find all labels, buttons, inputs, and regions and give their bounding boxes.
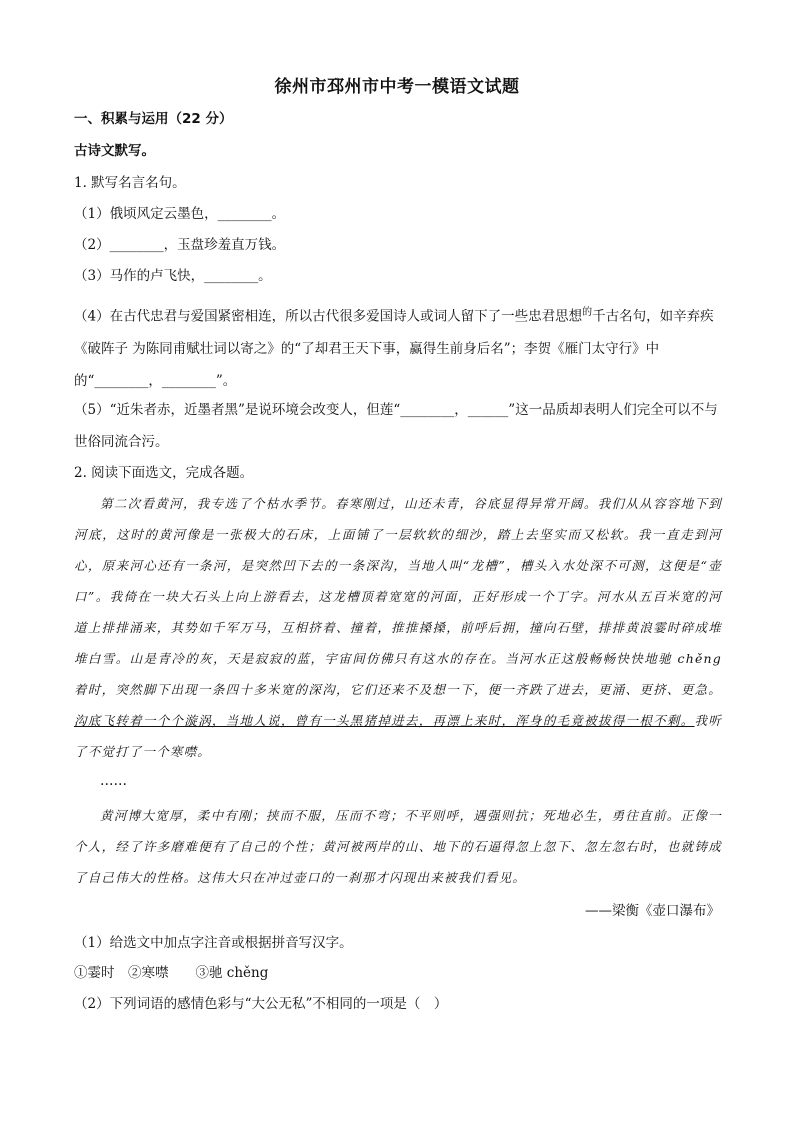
question-1-item-4	[74, 297, 722, 397]
item-4-text-b: 千古名句，如辛弃疾《破阵子 为陈同甫赋壮词以寄之》的“了却君王天下事，赢得生前身后名”；李贺《雁门太守行》中的“________，________”。	[74, 308, 714, 389]
item-4-text-a: （4）在古代忠君与爱国紧密相连，所以古代很多爱国诗人或词人留下了一些忠君思想	[74, 308, 583, 325]
page-title: 徐州市邳州市中考一模语文试题	[274, 77, 520, 97]
section-heading: 一、积累与运用（22 分）	[74, 111, 233, 127]
question-1-item-3: （3）马作的卢飞快，________。	[74, 268, 272, 284]
question-1-item-2: （2）________，玉盘珍羞直万钱。	[74, 237, 286, 253]
passage-paragraph-1	[74, 488, 722, 767]
subsection-heading: 古诗文默写。	[74, 143, 155, 159]
sub-question-2: （2）下列词语的感情色彩与“大公无私”不相同的一项是（ ）	[74, 996, 448, 1012]
question-1-item-1: （1）俄顷风定云墨色，________。	[74, 206, 286, 222]
question-1-item-5: （5）“近朱者赤，近墨者黑”是说环境会改变人，但莲“________，______”这一品质却表明人们完全可以不与世俗同流合污。	[74, 402, 718, 450]
item-4-superscript: 的	[582, 307, 593, 318]
passage-text: 第二次看黄河，我专选了个枯水季节。春寒刚过，山还未青，谷底显得异常开阔。我们从从容容地下到河底，这时的黄河像是一张极大的石床，上面铺了一层软软的细沙，踏上去坚实而又松软。我一直走到河心，原来河心还有一条河，是突然凹下去的一条深沟，当地人叫“龙槽”，槽头入水处深不可测，这便是“壶口”。我倚在一块大石头上向上游看去，这龙槽顶着宽宽的河面，正好形成一个丁字。河水从五百米宽的河道上排排涌来，其势如千军万马，互相挤着、撞着，推推搡搡，前呼后拥，撞向石壁，排排黄浪霎时碎成堆堆白雪。山是青冷的灰，天是寂寂的蓝，宇宙间仿佛只有这水的存在。当河水正这般畅畅快快地驰 chěng着时，突然脚下出现一条四十多米宽的深沟，它们还来不及想一下，便一齐跌了进去，更涌、更挤、更急。	[74, 496, 722, 697]
underlined-sentence: 沟底飞转着一个个漩涡，当地人说，曾有一头黑猪掉进去，再漂上来时，浑身的毛竟被拔得一根不剩。	[74, 713, 695, 728]
question-1-stem: 1. 默写名言名句。	[74, 175, 186, 191]
passage-text-end: 我听了不觉打了一个寒噤。	[74, 713, 722, 759]
sub-question-1: （1）给选文中加点字注音或根据拼音写汉字。	[74, 935, 353, 951]
sub-question-1-items: ①霎时 ②寒噤 ③驰 chěng	[74, 965, 269, 981]
question-2-stem: 2. 阅读下面选文，完成各题。	[74, 465, 254, 481]
passage-paragraph-2: 黄河博大宽厚，柔中有刚；挟而不服，压而不弯；不平则呼，遇强则抗；死地必生，勇往直前。正像一个人，经了许多磨难便有了自己的个性；黄河被两岸的山、地下的石逼得忽上忽下、忽左忽右时，也就铸成了自己伟大的性格。这伟大只在冲过壶口的一刹那才闪现出来被我们看见。	[74, 808, 722, 885]
passage-source: ——梁衡《壶口瀑布》	[585, 903, 720, 919]
ellipsis: ……	[100, 773, 127, 789]
